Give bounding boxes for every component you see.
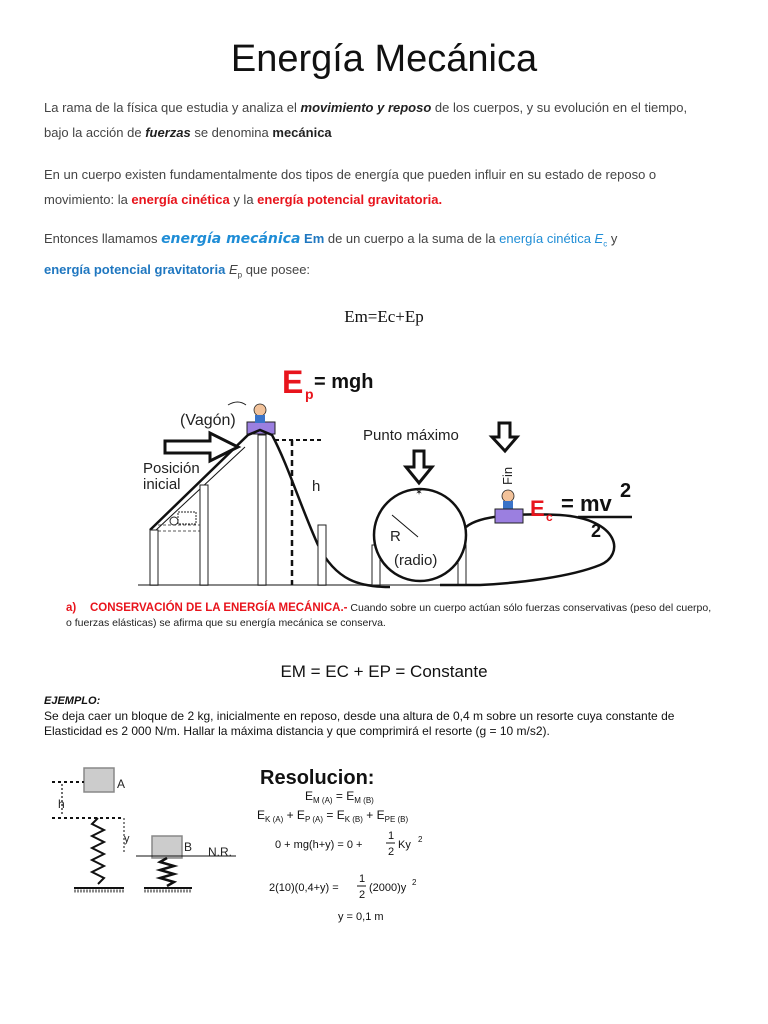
text-sub: p [237,270,243,280]
text-bold: mecánica [272,125,332,140]
fin-label: Fin [500,466,515,485]
eq4-left: 2(10)(0,4+y) = [269,882,339,894]
h-label: h [312,478,321,495]
eq3-exp: 2 [418,835,423,844]
person-body [255,415,265,423]
pillar [318,525,326,585]
ejemplo-text: Se deja caer un bloque de 2 kg, inicialmente en reposo, desde una altura de 0,4 m sobre un resorte cuya constante de Elasticidad es 2 000 N/m. Hallar la máxima distancia y que comprimirá el resorte (g = 10 m/s2). [44,709,675,738]
text-emphasis: fuerzas [145,125,191,140]
text-handwritten: energía mecánica [161,231,301,247]
text: Entonces llamamos [44,231,162,246]
block-b [152,836,182,858]
resolucion-title: Resolucion: [260,767,375,789]
eq3-left: 0 + mg(h+y) = 0 + [275,839,363,851]
page-title: Energía Mecánica [230,38,538,80]
label-h: h [58,797,65,811]
posicion-label: Posición [143,460,200,477]
ec-exponent: 2 [620,480,632,502]
text-blue: energía cinética [499,231,591,246]
wheel [170,517,178,525]
text-emphasis: movimiento y reposo [300,100,432,115]
text-blue-bold: Em [300,231,325,246]
text: La rama de la física que estudia y analiza el [44,100,301,115]
text: que posee: [242,261,311,277]
list-label: a) [66,602,77,614]
eq4-exp: 2 [412,878,417,887]
paragraph-energia-mecanica [44,226,734,287]
ec-symbol: E [530,496,545,521]
vagon-label: (Vagón) [180,412,236,429]
conservacion-heading: CONSERVACIÓN DE LA ENERGÍA MECÁNICA.- [90,602,348,614]
text-red: energía potencial gravitatoria [257,192,439,207]
text-red: energía cinética [131,192,230,207]
eq1: $E_{M (A)} = E_{M (B)}$ [305,789,374,805]
pillar [150,530,158,585]
inicial-label: inicial [143,476,181,493]
text: y la [229,192,258,207]
label-a: A [117,777,126,791]
text: En un cuerpo existen fundamentalmente dos tipos de energía que pueden influir en su estado de reposo o [44,167,657,182]
r-label: R [390,528,401,545]
pillar [200,485,208,585]
person-head-end [502,490,514,502]
paragraph-mecanica [44,95,734,145]
eq3-num: 1 [388,830,395,842]
eq5: y = 0,1 m [338,911,384,923]
conservacion-paragraph [66,601,716,631]
ec-subscript: c [546,510,553,524]
paragraph-tipos-energia [44,162,734,212]
roller-coaster-diagram [0,355,768,590]
eq4-num: 1 [359,873,366,885]
pillar [258,435,266,585]
ejemplo-title: EJEMPLO: [44,695,101,707]
ep-symbol: E [282,364,304,400]
punto-maximo-label: Punto máximo [363,427,459,444]
formula-em: Em=Ec+Ep [344,307,424,326]
arrow-down-icon [406,451,432,483]
label-nr: N.R. [208,845,232,859]
label-b: B [184,840,193,854]
spring-b [160,858,174,886]
formula-constante: EM = EC + EP = Constante [280,662,488,681]
spring-a [92,818,104,884]
vagon-arrow [228,402,246,405]
eq3-right: Ky [398,839,411,851]
ec-formula: = mv [561,491,612,516]
eq4-right: (2000)y [369,882,407,894]
conservacion-text: Cuando sobre un cuerpo actúan sólo fuerzas conservativas (peso del cuerpo, o fuerzas elásticas) se afirma que su energía mecánica se conserva. [66,602,712,629]
star-mark: ✶ [415,487,423,497]
text: E [225,261,238,277]
ep-subscript: p [305,386,314,402]
text: bajo la acción de [44,125,146,140]
text: se denomina [190,125,273,140]
cart-initial [178,512,196,524]
text: de un cuerpo a la suma de la [324,231,500,246]
text-red: . [438,192,443,207]
radio-label: (radio) [394,552,438,569]
eq4-den: 2 [359,889,366,901]
text: de los cuerpos, y su evolución en el tiempo, [431,100,688,115]
resolucion-block [255,762,455,932]
block-a [84,768,114,792]
label-y: y [124,833,130,845]
ec-denominator: 2 [591,521,602,541]
text: movimiento: la [44,192,132,207]
text-blue-bold: energía potencial gravitatoria [44,261,226,277]
arrow-down-fin-icon [492,423,517,451]
text-blue: E [590,231,604,246]
person-body-end [503,501,513,509]
cart-top [247,422,275,434]
text-sub: c [603,239,608,249]
person-head [254,404,266,416]
cart-end [495,509,523,523]
ep-formula: = mgh [314,371,374,393]
text: y [607,231,618,246]
spring-diagram [40,760,240,900]
eq3-den: 2 [388,846,395,858]
eq2: $E_{K (A)} + E_{P (A)} = E_{K (B)} + E_{PE (B)}$ [257,808,409,824]
